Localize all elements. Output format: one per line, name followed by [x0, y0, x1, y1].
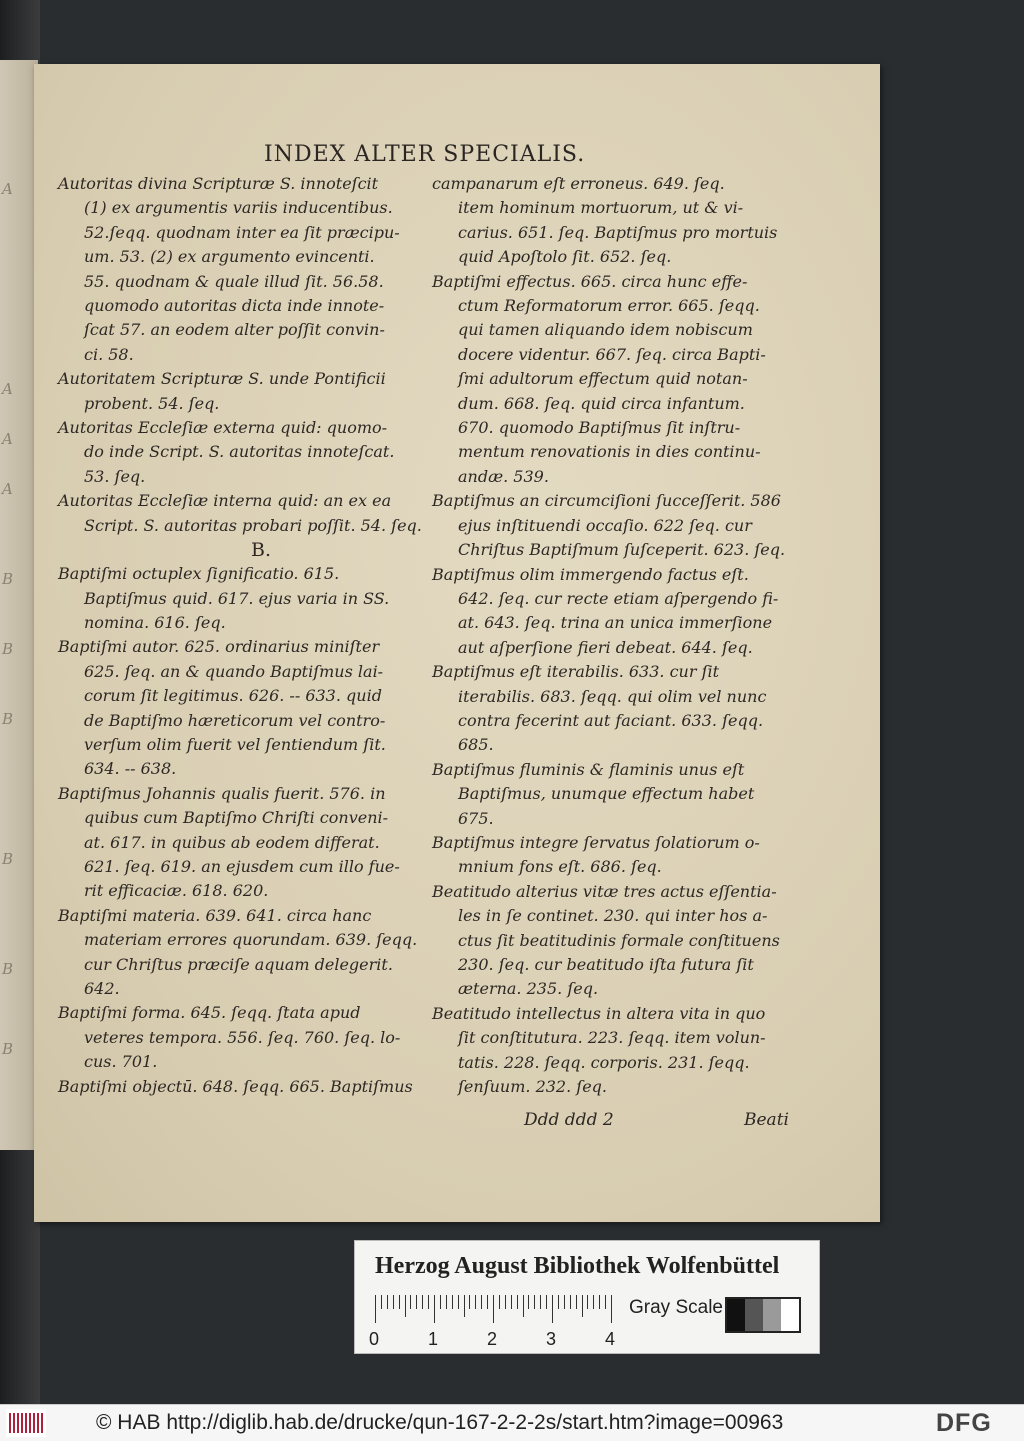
index-entry	[432, 758, 792, 831]
index-line: quibus cum Baptiſmo Chriſti conveni-	[84, 808, 389, 828]
index-entry	[58, 562, 424, 635]
index-line: Autoritas Eccleſiæ interna quid: an ex ea	[58, 491, 392, 511]
index-line: um. 53. (2) ex argumento evincenti.	[84, 247, 375, 267]
hab-logo-icon	[6, 1409, 46, 1437]
index-entry	[432, 172, 792, 270]
ruler-tick	[434, 1295, 435, 1323]
ruler-tick	[511, 1295, 512, 1309]
index-line: cus. 701.	[84, 1052, 158, 1072]
index-line: ejus inſtituendi occaſio. 622 ſeq. cur	[458, 515, 752, 535]
ruler-tick	[440, 1295, 441, 1309]
ruler-tick	[558, 1295, 559, 1309]
ruler-tick	[452, 1295, 453, 1309]
ruler-tick	[582, 1295, 583, 1317]
index-line: contra fecerint aut faciant. 633. ſeqq.	[458, 710, 764, 730]
ruler-tick	[570, 1295, 571, 1309]
dfg-logo: DFG	[936, 1409, 992, 1437]
index-line: Baptiſmi autor. 625. ordinarius miniſter	[58, 637, 380, 657]
gray-patch	[763, 1299, 781, 1331]
index-entry	[432, 563, 792, 661]
index-line: veteres tempora. 556. ſeq. 760. ſeq. lo-	[84, 1027, 401, 1047]
index-entry	[58, 635, 424, 781]
index-line: campanarum eſt erroneus. 649. ſeq.	[432, 174, 725, 193]
index-line: de Baptiſmo hæreticorum vel contro-	[84, 710, 386, 730]
ruler-tick	[605, 1295, 606, 1309]
index-entry	[432, 660, 792, 758]
ruler-tick	[564, 1295, 565, 1309]
index-line: Chriſtus Baptiſmum ſuſceperit. 623. ſeq.	[458, 540, 786, 560]
index-line: Baptiſmi octuplex ſignificatio. 615.	[58, 564, 340, 584]
index-line: æterna. 235. ſeq.	[458, 979, 599, 999]
index-line: ſcat 57. an eodem alter poſſit convin-	[84, 320, 385, 340]
logo-bar	[9, 1413, 11, 1433]
index-entry	[432, 270, 792, 490]
ruler-tick	[399, 1295, 400, 1309]
index-line: ctum Reformatorum error. 665. ſeqq.	[458, 296, 760, 316]
logo-bar	[37, 1413, 39, 1433]
index-line: (1) ex argumentis variis inducentibus.	[84, 198, 393, 218]
index-line: verſum olim fuerit vel ſentiendum ſit.	[84, 734, 386, 754]
index-line: do inde Script. S. autoritas innoteſcat.	[84, 442, 395, 462]
index-line: materiam errores quorundam. 639. ſeqq.	[84, 930, 418, 950]
previous-page-letter: B	[2, 570, 14, 588]
index-line: ſenſuum. 232. ſeq.	[458, 1077, 607, 1097]
previous-page-edge	[0, 60, 38, 1150]
gray-scale-swatch	[725, 1297, 801, 1333]
ruler-tick	[611, 1295, 612, 1323]
index-line: Beatitudo alterius vitæ tres actus eſſentia-	[432, 881, 777, 901]
index-line: ctus ſit beatitudinis formale conſtituens	[458, 930, 780, 950]
ruler-tick	[469, 1295, 470, 1309]
ruler-number: 3	[546, 1329, 557, 1349]
ruler-tick	[493, 1295, 494, 1323]
index-line: andæ. 539.	[458, 466, 549, 486]
ruler-tick	[546, 1295, 547, 1309]
index-entry	[58, 1075, 424, 1099]
index-line: 53. ſeq.	[84, 466, 146, 486]
index-line: Baptiſmus integre ſervatus ſolatiorum o-	[432, 832, 760, 852]
index-line: 685.	[458, 735, 494, 755]
gray-patch	[727, 1299, 745, 1331]
index-line: 230. ſeq. cur beatitudo iſta futura ſit	[458, 955, 754, 974]
index-line: quomodo autoritas dicta inde innote-	[84, 296, 385, 316]
index-line: rit efficaciæ. 618. 620.	[84, 881, 269, 901]
index-line: corum ſit legitimus. 626. -- 633. quid	[84, 686, 382, 706]
index-line: at. 643. ſeq. trina an unica immerſione	[458, 613, 773, 633]
ruler-tick	[428, 1295, 429, 1309]
logo-bar	[21, 1413, 23, 1433]
index-line: Baptiſmi forma. 645. ſeqq. ſtata apud	[58, 1003, 361, 1023]
library-name: Herzog August Bibliothek Wolfenbüttel	[375, 1253, 780, 1279]
index-entry	[58, 782, 424, 904]
index-entry	[432, 880, 792, 1002]
ruler-tick	[528, 1295, 529, 1309]
index-line: Autoritatem Scripturæ S. unde Pontificii	[58, 369, 386, 389]
index-line: Autoritas divina Scripturæ S. innoteſcit	[58, 174, 379, 193]
ruler-tick	[393, 1295, 394, 1309]
previous-page-letter: B	[2, 640, 14, 658]
index-line: Beatitudo intellectus in altera vita in quo	[432, 1003, 766, 1023]
library-color-label	[354, 1240, 820, 1354]
index-entry	[58, 367, 424, 416]
index-line: les in ſe continet. 230. qui inter hos a-	[458, 906, 768, 926]
logo-bar	[29, 1413, 31, 1433]
index-line: Baptiſmus quid. 617. ejus varia in SS.	[84, 588, 390, 608]
ruler-tick	[405, 1295, 406, 1317]
index-entry	[58, 172, 424, 367]
previous-page-letter: A	[2, 430, 13, 448]
index-entry	[432, 1002, 792, 1100]
index-line: Baptiſmus an circumciſioni ſucceſſerit. 586	[432, 491, 781, 511]
index-column-right	[432, 172, 792, 1099]
index-line: cur Chriſtus præciſe aquam delegerit.	[84, 954, 393, 974]
page-header: INDEX ALTER SPECIALIS.	[264, 142, 586, 167]
ruler-number: 4	[605, 1329, 616, 1349]
index-line: item hominum mortuorum, ut & vi-	[458, 198, 744, 218]
copyright-url[interactable]: © HAB http://diglib.hab.de/drucke/qun-167-2-2-2s/start.htm?image=00963	[96, 1411, 784, 1434]
ruler-tick	[416, 1295, 417, 1309]
logo-bar	[17, 1413, 19, 1433]
gray-patch	[745, 1299, 763, 1331]
ruler-tick	[487, 1295, 488, 1309]
index-line: 52.ſeqq. quodnam inter ea ſit præcipu-	[84, 222, 400, 242]
catchword: Beati	[744, 1110, 789, 1130]
ruler-tick	[534, 1295, 535, 1309]
index-line: carius. 651. ſeq. Baptiſmus pro mortuis	[458, 222, 778, 242]
index-line: quid Apoſtolo ſit. 652. ſeq.	[458, 247, 672, 267]
ruler-tick	[387, 1295, 388, 1309]
ruler-tick	[499, 1295, 500, 1309]
ruler-tick	[505, 1295, 506, 1309]
gray-scale-label: Gray Scale	[629, 1297, 723, 1318]
index-line: dum. 668. ſeq. quid circa infantum.	[458, 393, 745, 413]
index-entry	[432, 489, 792, 562]
index-line: 642.	[84, 979, 120, 998]
ruler-tick	[481, 1295, 482, 1309]
index-line: 642. ſeq. cur recte etiam aſpergendo fi-	[458, 588, 779, 608]
index-line: iterabilis. 683. ſeqq. qui olim vel nunc	[458, 686, 767, 706]
index-line: aut aſperſione fieri debeat. 644. ſeq.	[458, 637, 753, 657]
index-line: 670. quomodo Baptiſmus ſit inſtru-	[458, 418, 741, 438]
index-entry	[432, 831, 792, 880]
index-entry	[58, 904, 424, 1002]
viewer-footer	[0, 1404, 1024, 1441]
index-line: mnium fons eſt. 686. ſeq.	[458, 857, 662, 877]
index-line: qui tamen aliquando idem nobiscum	[458, 320, 753, 340]
index-line: Baptiſmi materia. 639. 641. circa hanc	[58, 905, 372, 925]
index-line: 625. ſeq. an & quando Baptiſmus lai-	[84, 661, 384, 681]
ruler-tick	[576, 1295, 577, 1309]
index-line: Baptiſmus Johannis qualis fuerit. 576. in	[58, 783, 386, 803]
index-line: 621. ſeq. 619. an ejusdem cum illo fue-	[84, 856, 400, 876]
index-line: at. 617. in quibus ab eodem differat.	[84, 832, 380, 852]
previous-page-letter: A	[2, 480, 13, 498]
index-line: nomina. 616. ſeq.	[84, 612, 226, 632]
index-line: ſmi adultorum effectum quid notan-	[458, 369, 748, 389]
previous-page-letter: A	[2, 180, 13, 198]
logo-bar	[25, 1413, 27, 1433]
ruler-tick	[410, 1295, 411, 1309]
logo-bar	[33, 1413, 35, 1433]
ruler-tick	[458, 1295, 459, 1309]
logo-bar	[41, 1413, 43, 1433]
index-entry	[58, 489, 424, 538]
index-line: docere videntur. 667. ſeq. circa Bapti-	[458, 344, 766, 364]
index-entry	[58, 1001, 424, 1074]
ruler-tick	[540, 1295, 541, 1309]
index-line: Baptiſmus, unumque effectum habet	[458, 784, 755, 804]
ruler-number: 2	[487, 1329, 498, 1349]
index-column-left	[58, 172, 424, 1099]
ruler-tick	[587, 1295, 588, 1309]
index-line: ci. 58.	[84, 344, 134, 364]
ruler-tick	[593, 1295, 594, 1309]
index-line: Baptiſmus eſt iterabilis. 633. cur ſit	[432, 662, 720, 682]
index-line: tatis. 228. ſeqq. corporis. 231. ſeqq.	[458, 1052, 750, 1072]
ruler-number: 1	[428, 1329, 439, 1349]
index-line: mentum renovationis in dies continu-	[458, 442, 761, 462]
index-line: Baptiſmi effectus. 665. circa hunc effe-	[432, 271, 748, 291]
ruler-tick	[464, 1295, 465, 1317]
index-entry	[58, 416, 424, 489]
section-letter: B.	[250, 539, 271, 562]
index-line: 634. -- 638.	[84, 759, 177, 779]
ruler-tick	[599, 1295, 600, 1309]
index-line: Baptiſmi objectū. 648. ſeqq. 665. Baptiſmus	[58, 1076, 413, 1096]
ruler-tick	[446, 1295, 447, 1309]
gray-patch	[781, 1299, 799, 1331]
logo-bar	[13, 1413, 15, 1433]
ruler-tick	[381, 1295, 382, 1309]
previous-page-letter: B	[2, 850, 14, 868]
index-line: probent. 54. ſeq.	[84, 393, 220, 413]
index-line: Autoritas Eccleſiæ externa quid: quomo-	[58, 418, 388, 438]
ruler-tick	[552, 1295, 553, 1323]
index-line: Script. S. autoritas probari poſſit. 54. ſeq.	[84, 515, 422, 535]
ruler-tick	[517, 1295, 518, 1309]
index-line: ſit conſtitutura. 223. ſeqq. item volun-	[458, 1028, 766, 1048]
ruler-tick	[475, 1295, 476, 1309]
index-line: Baptiſmus fluminis & flaminis unus eſt	[432, 759, 745, 779]
ruler-tick	[422, 1295, 423, 1309]
index-line: Baptiſmus olim immergendo factus eſt.	[432, 564, 749, 584]
previous-page-letter: A	[2, 380, 13, 398]
signature-mark: Ddd ddd 2	[524, 1110, 614, 1130]
ruler-tick	[375, 1295, 376, 1323]
ruler-tick	[523, 1295, 524, 1317]
index-line: 55. quodnam & quale illud ſit. 56.58.	[84, 271, 384, 291]
index-line: 675.	[458, 808, 494, 828]
scale-ruler	[375, 1295, 613, 1323]
ruler-number: 0	[369, 1329, 380, 1349]
previous-page-letter: B	[2, 1040, 14, 1058]
previous-page-letter: B	[2, 710, 14, 728]
previous-page-letter: B	[2, 960, 14, 978]
